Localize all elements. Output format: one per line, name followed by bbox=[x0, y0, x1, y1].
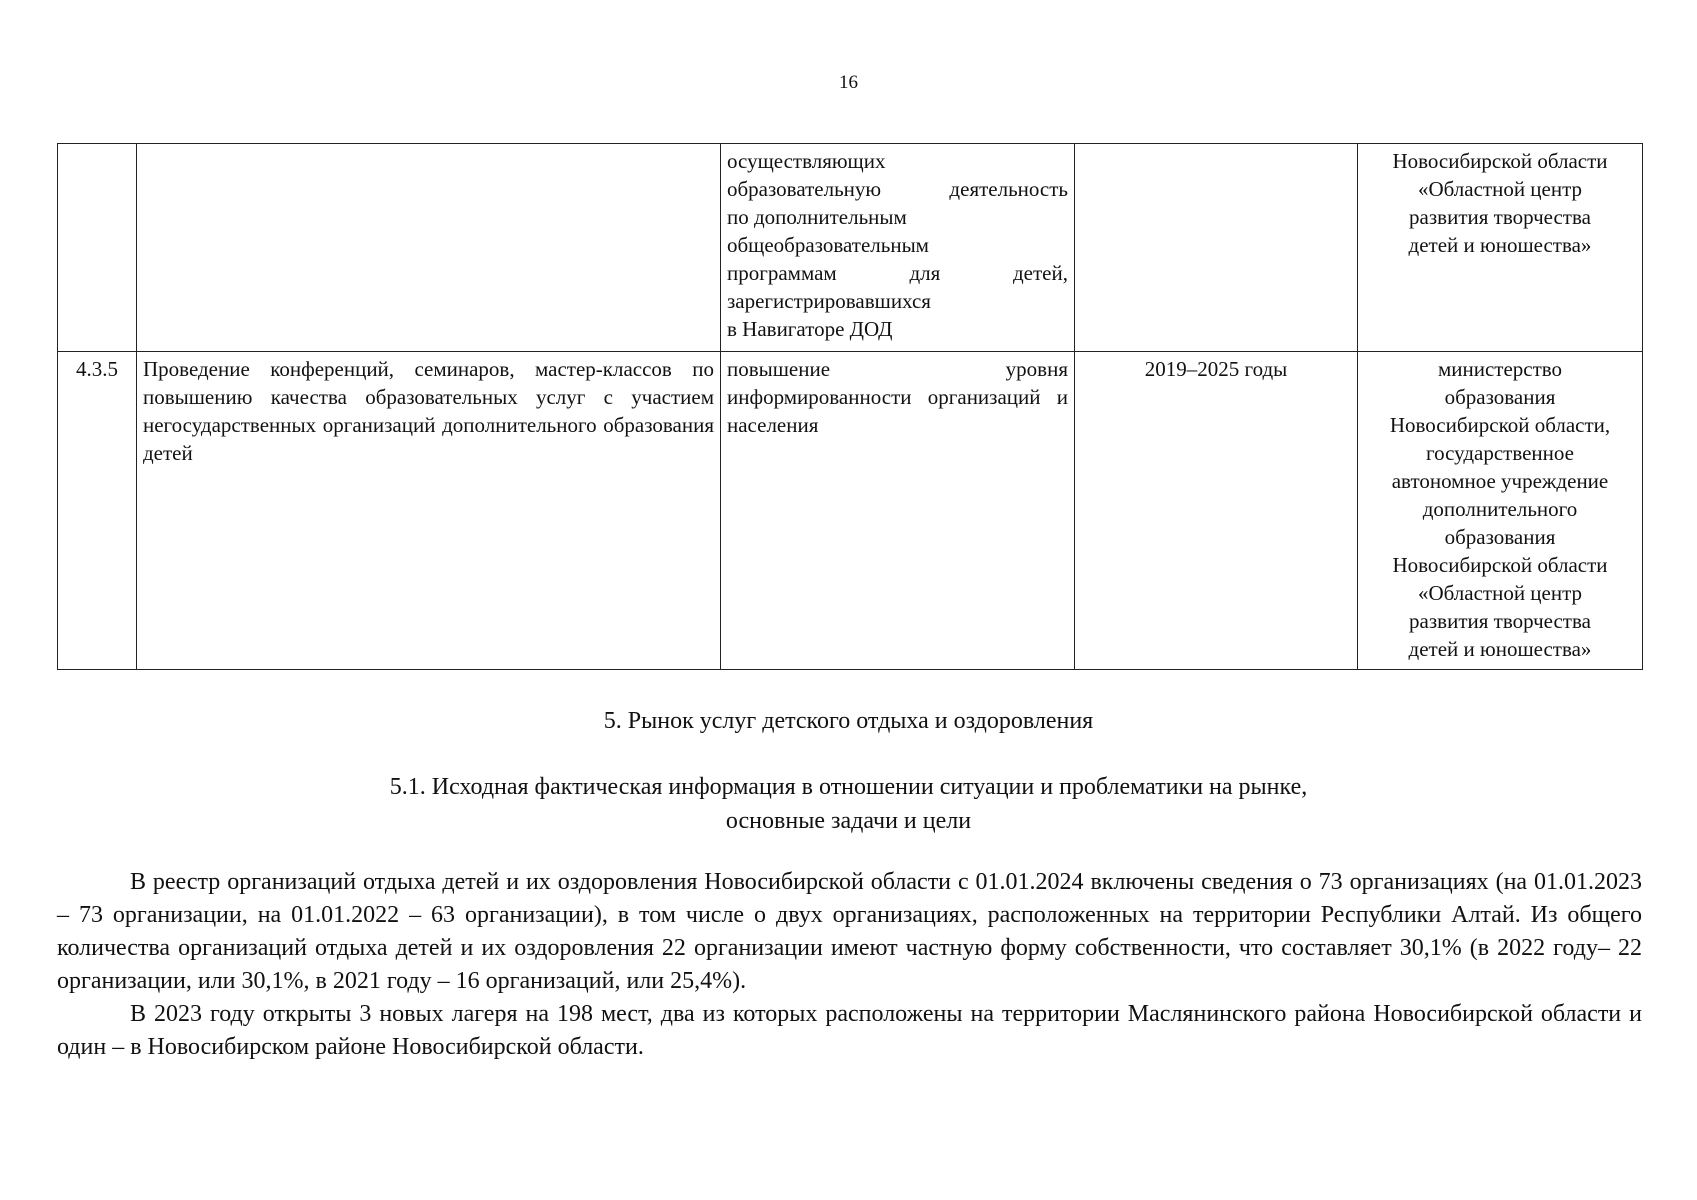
result-line: осуществляющих bbox=[727, 149, 886, 173]
subsection-title bbox=[0, 770, 1697, 838]
executor-cell bbox=[1358, 352, 1643, 670]
subsection-title-line: основные задачи и цели bbox=[725, 808, 972, 834]
result-cell: повышение уровня информированности организаций и населения bbox=[721, 352, 1075, 670]
executor-line: автономное учреждение bbox=[1391, 469, 1609, 493]
result-line: зарегистрировавшихся bbox=[727, 289, 931, 313]
executor-line: развития творчества bbox=[1409, 609, 1591, 633]
executor-line: детей и юношества» bbox=[1408, 637, 1592, 661]
result-line: по дополнительным bbox=[727, 205, 907, 229]
executor-line: Новосибирской области, bbox=[1389, 413, 1611, 437]
table-row bbox=[58, 352, 1643, 670]
result-line: общеобразовательным bbox=[727, 233, 929, 257]
executor-line: развития творчества bbox=[1409, 205, 1591, 229]
row-number-cell: 4.3.5 bbox=[58, 352, 137, 670]
row-number-cell bbox=[58, 144, 137, 352]
executor-line: образования bbox=[1444, 525, 1556, 549]
executor-line: дополнительного bbox=[1422, 497, 1578, 521]
page-number: 16 bbox=[839, 72, 858, 93]
executor-line: «Областной центр bbox=[1417, 581, 1583, 605]
paragraph: В реестр организаций отдыха детей и их оздоровления Новосибирской области с 01.01.2024 включены сведения о 73 организациях (на 01.01.2023 – 73 организации, на 01.01.2022 – 63 организации), в том числе о двух организациях, расположенных на территории Республики Алтай. Из общего количества организаций отдыха детей и их оздоровления 22 организации имеют частную форму собственности, что составляет 30,1% (в 2022 году– 22 организации, или 30,1%, в 2021 году – 16 организаций, или 25,4%). bbox=[57, 869, 1642, 994]
measures-table bbox=[57, 143, 1643, 670]
executor-line: государственное bbox=[1425, 441, 1574, 465]
event-cell bbox=[137, 144, 721, 352]
executor-line: образования bbox=[1444, 385, 1556, 409]
result-line: образовательную деятельность bbox=[727, 177, 1068, 201]
paragraph: В 2023 году открыты 3 новых лагеря на 198 мест, два из которых расположены на территории Маслянинского района Новосибирской области и один – в Новосибирском районе Новосибирской области. bbox=[57, 1001, 1642, 1060]
section-title: 5. Рынок услуг детского отдыха и оздоровления bbox=[603, 708, 1094, 734]
executor-line: Новосибирской области bbox=[1392, 149, 1608, 173]
body-text bbox=[57, 866, 1642, 1064]
executor-line: министерство bbox=[1437, 357, 1563, 381]
subsection-title-line: 5.1. Исходная фактическая информация в отношении ситуации и проблематики на рынке, bbox=[389, 774, 1308, 800]
result-line: в Навигаторе ДОД bbox=[727, 317, 893, 341]
executor-cell bbox=[1358, 144, 1643, 352]
event-cell: Проведение конференций, семинаров, мастер-классов по повышению качества образовательных услуг с участием негосударственных организаций дополнительного образования детей bbox=[137, 352, 721, 670]
executor-line: «Областной центр bbox=[1417, 177, 1583, 201]
executor-line: детей и юношества» bbox=[1408, 233, 1592, 257]
period-cell bbox=[1075, 144, 1358, 352]
result-line: программам для детей, bbox=[727, 261, 1068, 285]
period-cell: 2019–2025 годы bbox=[1075, 352, 1358, 670]
executor-line: Новосибирской области bbox=[1392, 553, 1608, 577]
table-row bbox=[58, 144, 1643, 352]
result-cell bbox=[721, 144, 1075, 352]
